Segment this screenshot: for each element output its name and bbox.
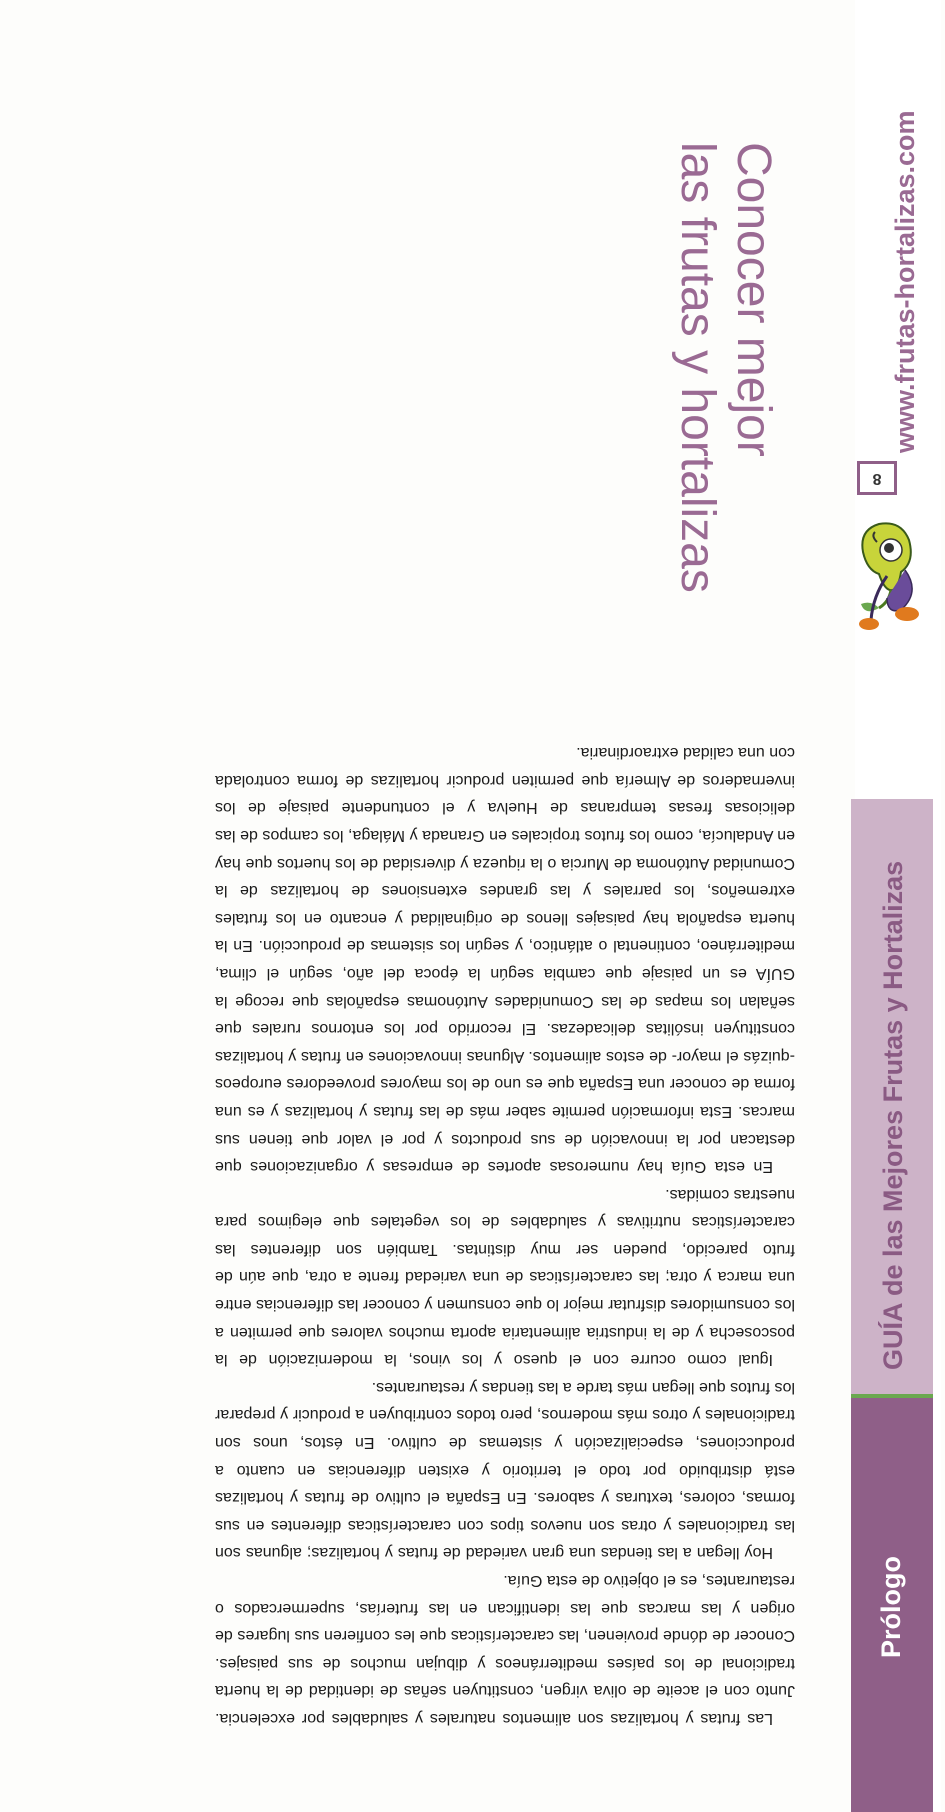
headline xyxy=(661,142,781,593)
guide-title: GUÍA de las Mejores Frutas y Hortalizas xyxy=(878,860,908,1370)
paragraph: En esta Guía hay numerosas aportes de empresas y organizaciones que destacan por la innovación de sus productos y por el valor que tienen sus marcas. Esta información permite saber más de las frutas y hortalizas y es una forma de conocer una España que es uno de los mayores proveedores europeos -quizás el mayor- de estos alimentos. Algunas innovaciones en frutas y hortalizas constituyen insólitas delicadezas. El recorrido por los entornos rurales que señalan los mapas de las Comunidades Autónomas españolas que recoge la GUÍA es un paisaje que cambia según la época del año, según el clima, mediterráneo, continental o atlántico, y según los sistemas de producción. En la huerta española hay paisajes llenos de originalidad y encanto en los frutales extremeños, los parrales y las grandes extensiones de hortalizas de la Comunidad Autónoma de Murcia o la riqueza y diversidad de los huertos que hay en Andalucía, como los frutos tropicales en Granada y Málaga, los campos de las deliciosas fresas tempranas de Huelva y el contundente paisaje de los invernaderos de Almería que permiten producir hortalizas de forma controlada con una calidad extraordinaria. xyxy=(215,744,795,1176)
website-url: www.frutas-hortalizas.com xyxy=(890,110,920,453)
section-band xyxy=(851,1394,933,1812)
page-number: 8 xyxy=(857,461,897,495)
pear-mascot-icon xyxy=(843,514,931,632)
paragraph: Las frutas y hortalizas son alimentos naturales y saludables por excelencia. Junto con el aceite de oliva virgen, constituyen señas de identidad de la huerta tradicional de los países mediterráneos y dibujan muchos de sus paisajes. Conocer de dónde provienen, las características que les confieren sus lugares de origen y las marcas que las identifican en las fruterías, supermercados o restaurantes, es el objetivo de esta Guía. xyxy=(215,1572,795,1727)
paragraph: Igual como ocurre con el queso y los vinos, la modernización de la poscosecha y de la industria alimentaria aporta muchos valores que permiten a los consumidores disfrutar mejor lo que consumen y conocer las diferencias entre una marca y otra; las características de una variedad frente a otra, que aún de fruto parecido, pueden ser muy distintas. También son diferentes las características nutritivas y saludables de los vegetales que elegimos para nuestras comidas. xyxy=(215,1185,795,1369)
headline-line-1: Conocer mejor xyxy=(727,142,780,457)
section-label: Prólogo xyxy=(876,1556,906,1658)
sidebar xyxy=(855,0,941,1812)
paragraph: Hoy llegan a las tiendas una gran variedad de frutas y hortalizas; algunas son las tradicionales y otras son nuevos tipos con características diferentes en sus formas, colores, texturas y sabores. En España el cultivo de frutas y hortalizas está distribuido por todo el territorio y existen diferencias en cuanto a producciones, especialización y sistemas de cultivo. En éstos, unos son tradicionales y otros más modernos, pero todos contribuyen a producir y preparar los frutos que llegan más tarde a las tiendas y restaurantes. xyxy=(215,1378,795,1562)
headline-line-2: las frutas y hortalizas xyxy=(671,142,724,593)
guide-title-band xyxy=(851,799,933,1394)
article-body xyxy=(215,739,795,1732)
